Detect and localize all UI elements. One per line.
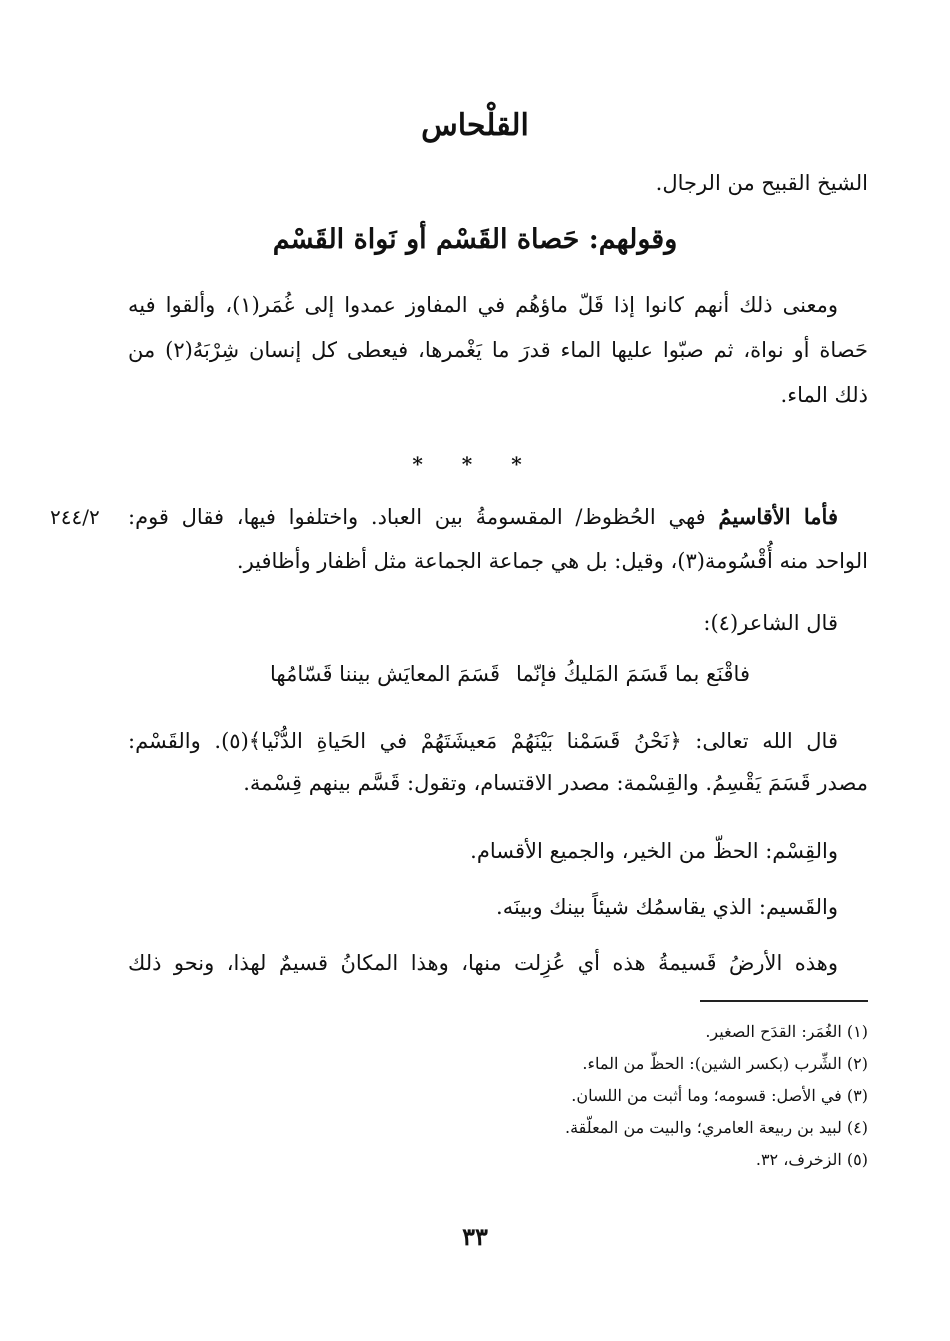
verse-first-hemistich: فاقْنَع بما قَسَمَ المَليكُ فإنّما: [515, 662, 750, 686]
section-separator: * * *: [412, 452, 538, 476]
paragraph-1: [128, 290, 868, 410]
paragraph-1-line-3: ذلك الماء.: [780, 383, 868, 407]
footnote-3: (٣) في الأصل: قسومه؛ وما أثبت من اللسان.: [571, 1086, 868, 1105]
margin-reference: ٢٤٤/٢: [50, 505, 100, 529]
footnotes: [128, 1016, 868, 1176]
footnote-2: (٢) الشِّرب (بكسر الشين): الحظّ من الماء.: [582, 1054, 868, 1073]
paragraph-3-line-1: قال الله تعالى: ﴿نَحْنُ قَسَمْنا بَيْنَهُمْ مَعيشَتَهُمْ في الحَياةِ الدُّنْيا﴾(٥). والقَسْم:: [128, 729, 838, 753]
definition-line: الشيخ القبيح من الرجال.: [655, 171, 868, 195]
paragraph-3: [128, 726, 868, 798]
poetry-verse: [270, 662, 750, 686]
poet-intro: قال الشاعر(٤):: [703, 611, 838, 635]
page-number: ٣٣: [462, 1222, 488, 1251]
section-heading: وقولهم: حَصاة القَسْم أو نَواة القَسْم: [272, 224, 678, 255]
paragraph-2-line-1-rest: فهي الحُظوظ/ المقسومةُ بين العباد. واختلفوا فيها، فقال قوم:: [128, 505, 719, 529]
paragraph-1-line-1: ومعنى ذلك أنهم كانوا إذا قَلّ ماؤهُم في المفاوز عمدوا إلى غُمَر(١)، وألقوا فيه: [128, 293, 838, 317]
paragraph-2-line-2: الواحد منه أُقْسُومة(٣)، وقيل: بل هي جماعة الجماعة مثل أظفار وأظافير.: [236, 549, 868, 573]
aqasim-term: فأما الأقاسيمُ: [718, 504, 838, 529]
qism-line: والقِسْم: الحظّ من الخير، والجميع الأقسام.: [470, 839, 838, 863]
qasim-line: والقَسيم: الذي يقاسمُك شيئاً بينك وبينَه.: [496, 895, 838, 919]
footnote-1: (١) الغُمَر: القدَح الصغير.: [705, 1022, 868, 1041]
paragraph-2-line-1: [128, 502, 868, 532]
verse-second-hemistich: قَسَمَ المعايَش بيننا قَسّامُها: [270, 662, 501, 686]
paragraph-2: [128, 502, 868, 576]
entry-title: القلْحاس: [421, 108, 529, 143]
footnote-5: (٥) الزخرف، ٣٢.: [755, 1150, 868, 1169]
paragraph-1-line-2: حَصاة أو نواة، ثم صبّوا عليها الماء قدرَ ما يَغْمرها، فيعطى كل إنسان شِرْبَهُ(٢) من: [128, 338, 868, 362]
ard-line: وهذه الأرضُ قَسيمةُ هذه أي عُزِلت منها، وهذا المكانُ قسيمٌ لهذا، ونحو ذلك: [128, 951, 838, 975]
footnote-4: (٤) لبيد بن ربيعة العامري؛ والبيت من المعلّقة.: [565, 1118, 868, 1137]
paragraph-3-line-2: مصدر قَسَمَ يَقْسِمُ. والقِسْمة: مصدر الاقتسام، وتقول: قَسَّم بينهم قِسْمة.: [243, 771, 868, 795]
footnote-divider: [700, 1000, 868, 1002]
